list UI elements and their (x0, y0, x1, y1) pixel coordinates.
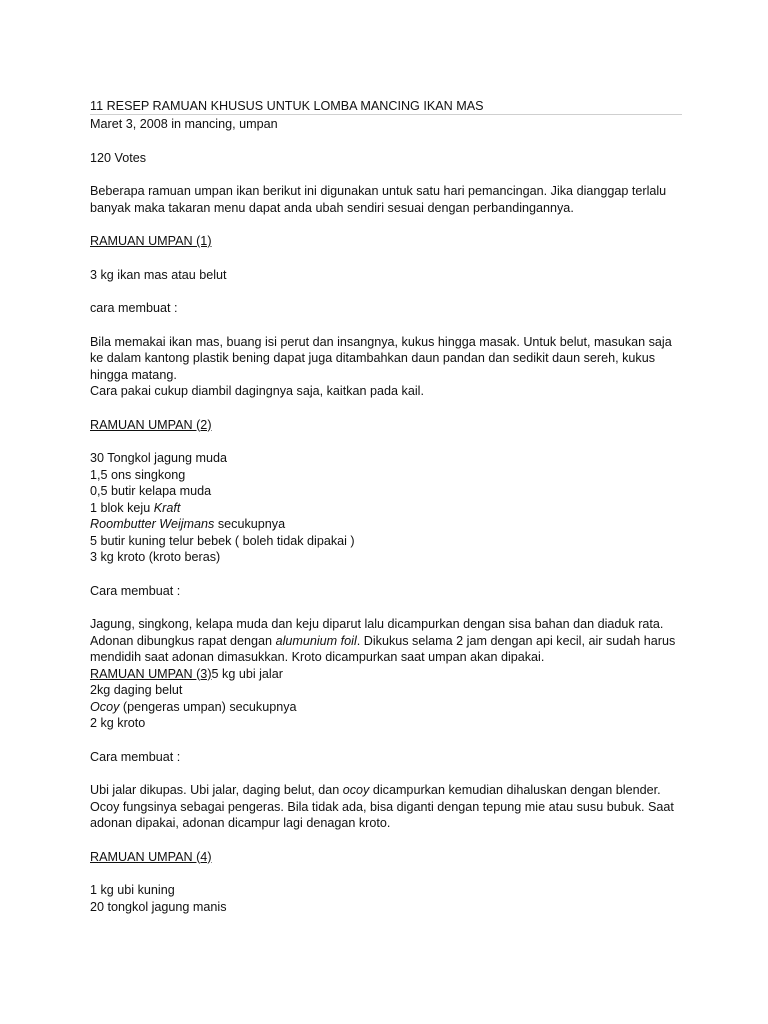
ingredient-line (90, 516, 685, 533)
recipe-1-how-label: cara membuat : (90, 301, 178, 315)
step-line: hingga matang. (90, 367, 177, 382)
ingredient-italic: Kraft (153, 500, 181, 515)
ingredient-line: 2kg daging belut (90, 683, 183, 697)
step-text: Ubi jalar dikupas. Ubi jalar, daging belut, dan (90, 783, 343, 797)
recipe-1-ingredient: 3 kg ikan mas atau belut (90, 267, 227, 282)
ingredient-line: 1 kg ubi kuning (90, 883, 175, 897)
ingredient-line: 30 Tongkol jagung muda (90, 451, 228, 465)
step-line: Bila memakai ikan mas, buang isi perut dan insangnya, kukus hingga masak. Untuk belut, masukan saja (90, 334, 672, 349)
recipe-4-heading: RAMUAN UMPAN (4) (90, 849, 212, 864)
recipe-3-heading: RAMUAN UMPAN (3) (90, 666, 212, 681)
step-italic: ocoy (342, 783, 370, 797)
ingredient-line (90, 500, 685, 517)
ingredient-line: 3 kg kroto (kroto beras) (90, 550, 221, 564)
ingredient-line: 2 kg kroto (90, 716, 146, 730)
step-line: Cara pakai cukup diambil dagingnya saja, kaitkan pada kail. (90, 384, 424, 398)
recipe-1-steps (90, 334, 685, 400)
ingredient-italic: Roombutter Weijmans (90, 517, 215, 531)
ingredient-line: 5 butir kuning telur bebek ( boleh tidak dipakai ) (90, 533, 355, 548)
step-line: mendidih saat adonan dimasukkan. Kroto dicampurkan saat umpan akan dipakai. (90, 650, 545, 664)
title-divider (90, 114, 682, 115)
step-line (90, 782, 685, 799)
vote-count: 120 Votes (90, 150, 147, 165)
intro-paragraph (90, 183, 685, 216)
recipe-2-heading: RAMUAN UMPAN (2) (90, 417, 212, 432)
step-text: . Dikukus selama 2 jam dengan api kecil, air sudah harus (356, 633, 676, 648)
ingredient-line: 0,5 butir kelapa muda (90, 484, 212, 498)
ingredient-text: secukupnya (214, 517, 286, 531)
step-line: ke dalam kantong plastik bening dapat juga ditambahkan daun pandan dan sedikit daun sereh, kukus (90, 351, 656, 365)
recipe-3-steps (90, 782, 685, 832)
recipe-2-steps (90, 616, 685, 666)
ingredient-text: 5 kg ubi jalar (211, 666, 283, 681)
intro-line: banyak maka takaran menu dapat anda ubah sendiri sesuai dengan perbandingannya. (90, 200, 574, 215)
recipe-2-ingredients (90, 450, 685, 566)
recipe-3-how-label: Cara membuat : (90, 749, 181, 764)
ingredient-line: 20 tongkol jagung manis (90, 899, 227, 914)
ingredient-italic: Ocoy (90, 699, 120, 714)
post-meta: Maret 3, 2008 in mancing, umpan (90, 117, 278, 131)
intro-line: Beberapa ramuan umpan ikan berikut ini digunakan untuk satu hari pemancingan. Jika dianggap terlalu (90, 184, 667, 198)
step-text: dicampurkan kemudian dihaluskan dengan blender. (369, 783, 661, 797)
step-line: adonan dipakai, adonan dicampur lagi denagan kroto. (90, 816, 391, 830)
recipe-3-ingredients (90, 682, 685, 732)
step-line: Jagung, singkong, kelapa muda dan keju diparut lalu dicampurkan dengan sisa bahan dan diaduk rata. (90, 617, 664, 631)
step-text: Adonan dibungkus rapat dengan (90, 633, 276, 648)
recipe-4-ingredients (90, 882, 685, 915)
recipe-2-how-label: Cara membuat : (90, 583, 181, 598)
step-line (90, 633, 685, 650)
ingredient-text: 1 blok keju (90, 500, 154, 515)
document-page (90, 98, 685, 915)
ingredient-text: (pengeras umpan) secukupnya (119, 699, 297, 714)
step-italic: alumunium foil (275, 633, 357, 648)
recipe-1-heading: RAMUAN UMPAN (1) (90, 234, 212, 248)
ingredient-line: 1,5 ons singkong (90, 467, 186, 482)
document-title: 11 RESEP RAMUAN KHUSUS UNTUK LOMBA MANCING IKAN MAS (90, 99, 484, 113)
recipe-3-heading-line (90, 666, 685, 683)
ingredient-line (90, 699, 685, 716)
step-line: Ocoy fungsinya sebagai pengeras. Bila tidak ada, bisa diganti dengan tepung mie atau susu bubuk. Saat (90, 799, 674, 814)
